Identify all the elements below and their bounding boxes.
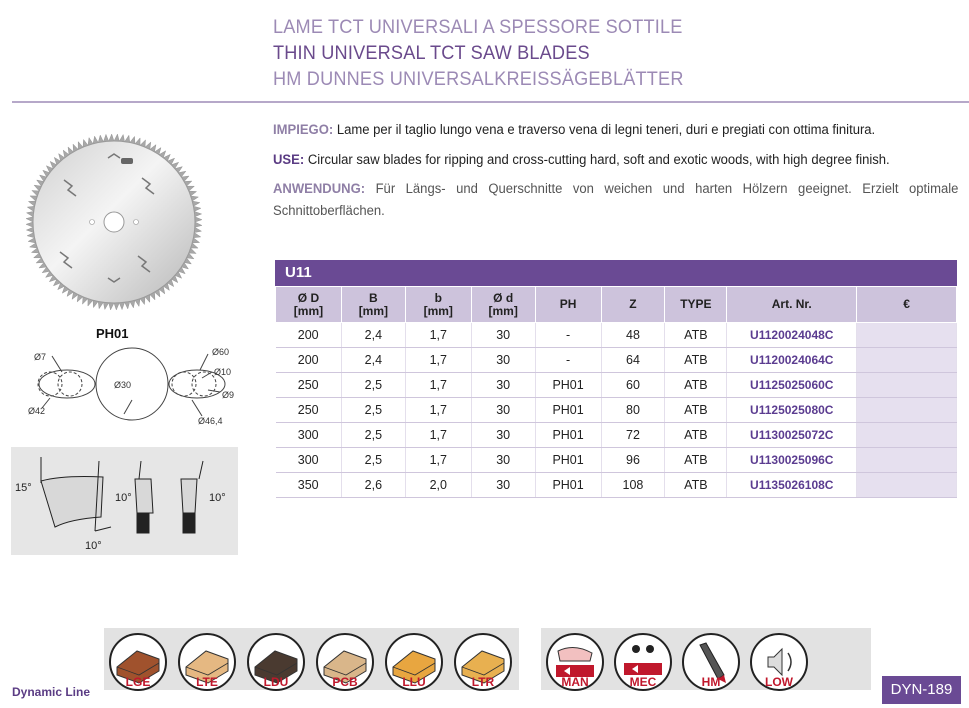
column-header <box>727 287 857 323</box>
pinhole-diagram <box>12 340 252 430</box>
table-cell: 350 <box>276 473 342 498</box>
icon-label: MAN <box>561 675 589 689</box>
table-cell: 1,7 <box>405 423 471 448</box>
table-row <box>276 348 957 373</box>
price-cell <box>857 323 957 348</box>
saw-blade-image <box>24 128 204 316</box>
icon-label: LTE <box>196 675 218 689</box>
table-cell: 1,7 <box>405 398 471 423</box>
price-cell <box>857 473 957 498</box>
article-number-cell[interactable]: U1125025080C <box>727 398 857 423</box>
table-cell: 108 <box>601 473 665 498</box>
table-cell: PH01 <box>535 373 601 398</box>
tooth-angle-diagram <box>11 447 238 555</box>
table-cell: 30 <box>471 423 535 448</box>
table-cell: 48 <box>601 323 665 348</box>
title-german: HM DUNNES UNIVERSALKREISSÄGEBLÄTTER <box>273 68 684 90</box>
column-header-title: Ø d <box>493 290 514 305</box>
table-cell: 1,7 <box>405 448 471 473</box>
column-header-title: € <box>903 297 910 311</box>
table-cell: 300 <box>276 448 342 473</box>
page-number: DYN-189 <box>882 676 961 704</box>
table-cell: 2,5 <box>341 448 405 473</box>
price-cell <box>857 448 957 473</box>
text-use: Circular saw blades for ripping and cross-cutting hard, soft and exotic woods, with high degree finish. <box>304 151 890 168</box>
icon-label: HM <box>701 675 721 689</box>
ph-dim-30: Ø30 <box>114 380 132 390</box>
table-cell: 2,5 <box>341 423 405 448</box>
title-italian: LAME TCT UNIVERSALI A SPESSORE SOTTILE <box>273 16 683 38</box>
table-cell: 64 <box>601 348 665 373</box>
table-cell: 30 <box>471 323 535 348</box>
column-header <box>276 287 342 323</box>
product-table <box>275 260 957 498</box>
description-german <box>273 179 958 222</box>
table-cell: PH01 <box>535 473 601 498</box>
table-cell: 30 <box>471 473 535 498</box>
table-row <box>276 398 957 423</box>
column-header-unit: [mm] <box>423 303 453 318</box>
ph-dim-9: Ø9 <box>222 390 235 400</box>
column-header <box>535 287 601 323</box>
column-header-title: PH <box>559 297 577 311</box>
table-cell: 30 <box>471 398 535 423</box>
table-cell: 200 <box>276 348 342 373</box>
table-cell: PH01 <box>535 423 601 448</box>
brand-label: Dynamic Line <box>12 685 91 699</box>
table-cell: 96 <box>601 448 665 473</box>
ph-dim-42: Ø42 <box>28 406 46 416</box>
table-row <box>276 423 957 448</box>
header-divider <box>12 101 969 103</box>
column-header-title: TYPE <box>680 297 712 311</box>
ph-dim-10: Ø10 <box>214 367 232 377</box>
table-cell: PH01 <box>535 398 601 423</box>
price-cell <box>857 373 957 398</box>
column-header-title: B <box>369 290 378 305</box>
blade-spec-table <box>275 286 957 498</box>
table-cell: ATB <box>665 398 727 423</box>
table-cell: - <box>535 323 601 348</box>
table-cell: 80 <box>601 398 665 423</box>
column-header-unit: [mm] <box>293 303 324 318</box>
table-cell: 30 <box>471 348 535 373</box>
table-cell: PH01 <box>535 448 601 473</box>
table-row <box>276 373 957 398</box>
icon-label: PCB <box>332 675 358 689</box>
icon-label: LLU <box>402 675 426 689</box>
icon-label: MEC <box>629 675 657 689</box>
article-number-cell[interactable]: U1130025096C <box>727 448 857 473</box>
title-english: THIN UNIVERSAL TCT SAW BLADES <box>273 42 590 64</box>
price-cell <box>857 348 957 373</box>
icon-label: LDU <box>263 675 289 689</box>
text-impiego: Lame per il taglio lungo vena e traverso vena di legni teneri, duri e pregiati con ottima finitura. <box>333 122 876 138</box>
angle-10-left: 10° <box>115 492 132 504</box>
table-header-row <box>276 287 957 323</box>
table-cell: ATB <box>665 423 727 448</box>
table-cell: 2,0 <box>405 473 471 498</box>
angle-15: 15° <box>15 482 32 494</box>
table-cell: ATB <box>665 323 727 348</box>
description-italian <box>273 120 958 142</box>
ph-label: PH01 <box>96 326 129 341</box>
icon-label: LGE <box>125 675 151 689</box>
article-number-cell[interactable]: U1130025072C <box>727 423 857 448</box>
table-cell: ATB <box>665 473 727 498</box>
ph-dim-46-4: Ø46,4 <box>198 416 223 426</box>
column-header <box>601 287 665 323</box>
column-header-unit: [mm] <box>358 303 389 318</box>
column-header-title: b <box>434 290 442 305</box>
label-use: USE: <box>273 151 305 168</box>
text-anwendung: Für Längs- und Querschnitte von weichen und harten Hölzern geeignet. Erzielt optimale Schnittoberflächen. <box>273 181 959 219</box>
table-cell: 2,5 <box>341 373 405 398</box>
table-cell: 300 <box>276 423 342 448</box>
article-number-cell[interactable]: U1120024048C <box>727 323 857 348</box>
column-header-title: Z <box>629 297 637 311</box>
ph-dim-7: Ø7 <box>34 352 47 362</box>
table-cell: 30 <box>471 373 535 398</box>
table-cell: ATB <box>665 373 727 398</box>
table-cell: ATB <box>665 448 727 473</box>
table-cell: 30 <box>471 448 535 473</box>
table-cell: 2,4 <box>341 348 405 373</box>
column-header-title: Ø D <box>297 290 320 305</box>
angle-10-right: 10° <box>209 492 226 504</box>
table-cell: 2,5 <box>341 398 405 423</box>
table-row <box>276 323 957 348</box>
title-block <box>273 14 953 92</box>
price-cell <box>857 423 957 448</box>
description-english <box>273 150 958 172</box>
table-cell: 1,7 <box>405 323 471 348</box>
article-number-cell[interactable]: U1120024064C <box>727 348 857 373</box>
column-header-title: Art. Nr. <box>771 297 812 311</box>
table-cell: 2,4 <box>341 323 405 348</box>
icon-label: LOW <box>765 675 793 689</box>
table-cell: 1,7 <box>405 373 471 398</box>
column-header <box>665 287 727 323</box>
article-number-cell[interactable]: U1125025060C <box>727 373 857 398</box>
table-row <box>276 448 957 473</box>
column-header <box>341 287 405 323</box>
table-cell: - <box>535 348 601 373</box>
table-cell: ATB <box>665 348 727 373</box>
table-cell: 200 <box>276 323 342 348</box>
column-header <box>405 287 471 323</box>
label-impiego: IMPIEGO: <box>273 122 334 138</box>
ph-dim-60: Ø60 <box>212 347 230 357</box>
table-cell: 2,6 <box>341 473 405 498</box>
description-block <box>273 120 959 230</box>
table-row <box>276 473 957 498</box>
label-anwendung: ANWENDUNG: <box>273 181 366 197</box>
icon-label: LTR <box>471 675 495 689</box>
table-cell: 250 <box>276 398 342 423</box>
table-cell: 72 <box>601 423 665 448</box>
table-cell: 60 <box>601 373 665 398</box>
table-code: U11 <box>275 260 957 286</box>
article-number-cell[interactable]: U1135026108C <box>727 473 857 498</box>
column-header-unit: [mm] <box>488 303 518 318</box>
table-cell: 1,7 <box>405 348 471 373</box>
angle-10-bottom: 10° <box>85 540 102 552</box>
price-cell <box>857 398 957 423</box>
column-header <box>471 287 535 323</box>
column-header <box>857 287 957 323</box>
table-cell: 250 <box>276 373 342 398</box>
